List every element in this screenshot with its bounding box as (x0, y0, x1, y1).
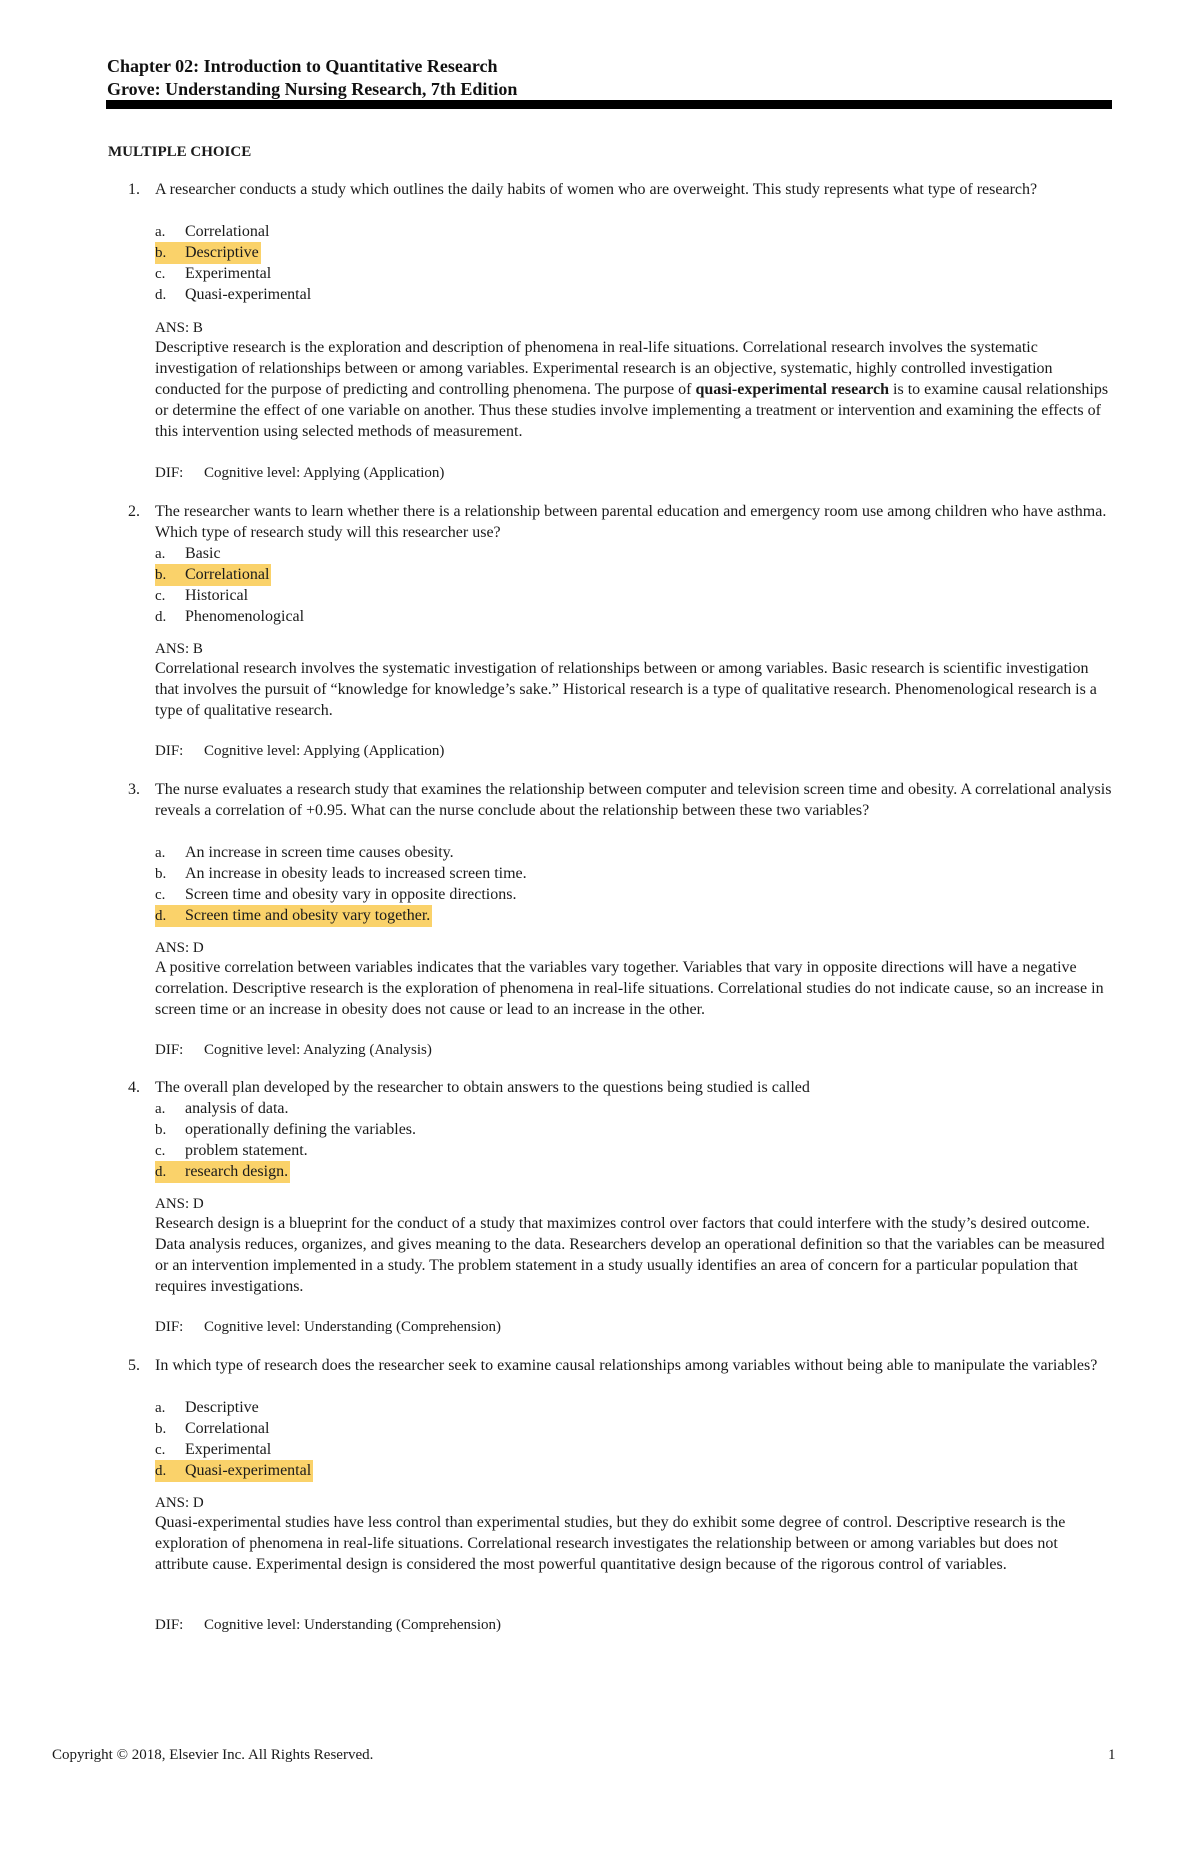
option-d-correct (155, 905, 432, 927)
option-a (155, 221, 269, 243)
rationale: A positive correlation between variables indicates that the variables vary together. Variables that vary in opposite directions will have a negative correlation. Descriptive research is the exploration of phenomena in real-life situations. Correlational studies do not indicate cause, so an increase in screen time or an increase in obesity does not cause or lead to an increase in the other. (155, 959, 1104, 1018)
difficulty (155, 1615, 501, 1635)
option-a (155, 1397, 259, 1419)
option-letter: a. (155, 845, 166, 861)
option-letter: d. (155, 287, 167, 303)
question-stem: The researcher wants to learn whether there is a relationship between parental education and emergency room use among children who have asthma. Which type of research study will this researcher use? (155, 503, 1107, 541)
option-letter: c. (155, 588, 166, 604)
option-letter: b. (155, 866, 167, 882)
question-stem: The nurse evaluates a research study that examines the relationship between computer and television screen time and obesity. A correlational analysis reveals a correlation of +0.95. What can the nurse conclude about the relationship between these two variables? (155, 781, 1112, 819)
option-d-correct (155, 1161, 290, 1183)
option-text: operationally defining the variables. (185, 1121, 417, 1138)
book-title: Grove: Understanding Nursing Research, 7th Edition (107, 79, 518, 99)
option-letter: a. (155, 1101, 166, 1117)
question-stem: In which type of research does the researcher seek to examine causal relationships among variables without being able to manipulate the variables? (155, 1357, 1098, 1374)
header-rule (106, 100, 1112, 109)
difficulty (155, 741, 444, 761)
option-letter: a. (155, 224, 166, 240)
answer-key: ANS: B (155, 320, 203, 336)
option-a (155, 842, 454, 864)
option-c (155, 884, 516, 906)
option-letter: c. (155, 1143, 166, 1159)
dif-label: DIF: (155, 465, 184, 481)
question-number: 5. (128, 1357, 140, 1374)
option-d (155, 284, 311, 306)
option-b-correct (155, 242, 261, 264)
question-stem: The overall plan developed by the researcher to obtain answers to the questions being studied is called (155, 1079, 810, 1096)
option-text: Quasi-experimental (185, 286, 312, 303)
option-text: An increase in screen time causes obesity. (185, 844, 454, 861)
option-text: Basic (185, 545, 221, 562)
dif-text: Cognitive level: Applying (Application) (204, 465, 445, 481)
option-text: Screen time and obesity vary in opposite directions. (185, 886, 517, 903)
option-text: analysis of data. (185, 1100, 289, 1117)
option-letter: b. (155, 1122, 167, 1138)
dif-label: DIF: (155, 743, 184, 759)
difficulty (155, 1317, 501, 1337)
page-number: 1 (1108, 1747, 1116, 1763)
option-letter: b. (155, 1421, 167, 1437)
option-b (155, 1119, 416, 1141)
option-letter: b. (155, 567, 167, 583)
option-text: An increase in obesity leads to increased screen time. (185, 865, 527, 882)
question-number: 3. (128, 781, 140, 798)
difficulty (155, 463, 444, 483)
option-d-correct (155, 1460, 313, 1482)
option-letter: c. (155, 887, 166, 903)
question-stem: A researcher conducts a study which outlines the daily habits of women who are overweight. This study represents what type of research? (155, 181, 1038, 198)
copyright-notice: Copyright © 2018, Elsevier Inc. All Rights Reserved. (52, 1747, 374, 1763)
dif-label: DIF: (155, 1617, 184, 1633)
option-letter: a. (155, 1400, 166, 1416)
dif-text: Cognitive level: Applying (Application) (204, 743, 445, 759)
option-c (155, 1439, 271, 1461)
option-text: Phenomenological (185, 608, 305, 625)
rationale: Quasi-experimental studies have less control than experimental studies, but they do exhibit some degree of control. Descriptive research is the exploration of phenomena in real-life situations. Correlational research investigates the relationship between or among variables but does not attribute cause. Experimental design is considered the most powerful quantitative design because of the rigorous control of variables. (155, 1514, 1066, 1573)
difficulty (155, 1040, 432, 1060)
option-text: Historical (185, 587, 249, 604)
option-text: Descriptive (185, 244, 259, 261)
option-text: Descriptive (185, 1399, 259, 1416)
option-a (155, 1098, 289, 1120)
answer-key: ANS: D (155, 1196, 204, 1212)
section-heading: MULTIPLE CHOICE (108, 144, 252, 160)
option-b (155, 1418, 269, 1440)
option-letter: c. (155, 266, 166, 282)
rationale-text: is to examine causal relationships or determine the effect of one variable on another. Thus these studies involve implementing a treatment or intervention and examining the effects of this intervention using selected methods of measurement. (155, 381, 1109, 440)
rationale-text: Descriptive research is the exploration and description of phenomena in real-life situations. Correlational research involves the systematic investigation of relationships between or among variables. Experimental research is an objective, systematic, highly controlled investigation conducted for the purpose of predicting and controlling phenomena. The purpose of (155, 339, 1053, 398)
option-text: Screen time and obesity vary together. (185, 907, 431, 924)
answer-key: ANS: B (155, 641, 203, 657)
question-number: 2. (128, 503, 140, 520)
dif-text: Cognitive level: Understanding (Comprehension) (204, 1617, 502, 1633)
rationale-bold-term: quasi-experimental research (695, 381, 890, 398)
dif-text: Cognitive level: Understanding (Comprehension) (204, 1319, 502, 1335)
question-number: 1. (128, 181, 140, 198)
option-letter: d. (155, 1463, 167, 1479)
option-text: Correlational (185, 566, 270, 583)
option-letter: d. (155, 1164, 167, 1180)
dif-label: DIF: (155, 1042, 184, 1058)
answer-key: ANS: D (155, 1495, 204, 1511)
option-letter: a. (155, 546, 166, 562)
option-letter: d. (155, 908, 167, 924)
rationale: Correlational research involves the systematic investigation of relationships between or among variables. Basic research is scientific investigation that involves the pursuit of “knowledge for knowledge’s sake.” Historical research is a type of qualitative research. Phenomenological research is a type of qualitative research. (155, 660, 1097, 719)
question-number: 4. (128, 1079, 140, 1096)
option-b-correct (155, 564, 271, 586)
option-d (155, 606, 304, 628)
option-letter: c. (155, 1442, 166, 1458)
answer-key: ANS: D (155, 940, 204, 956)
option-text: Quasi-experimental (185, 1462, 312, 1479)
option-a (155, 543, 221, 565)
option-text: problem statement. (185, 1142, 308, 1159)
option-text: Experimental (185, 265, 272, 282)
option-text: Correlational (185, 1420, 270, 1437)
rationale (155, 337, 1113, 442)
dif-label: DIF: (155, 1319, 184, 1335)
option-letter: b. (155, 245, 167, 261)
chapter-title: Chapter 02: Introduction to Quantitative Research (107, 56, 498, 76)
option-c (155, 585, 248, 607)
rationale: Research design is a blueprint for the conduct of a study that maximizes control over factors that could interfere with the study’s desired outcome. Data analysis reduces, organizes, and gives meaning to the data. Researchers develop an operational definition so that the variables can be measured or an intervention implemented in a study. The problem statement in a study usually identifies an area of concern for a particular population that requires investigations. (155, 1215, 1105, 1295)
option-text: research design. (185, 1163, 289, 1180)
option-c (155, 1140, 308, 1162)
option-b (155, 863, 527, 885)
option-text: Experimental (185, 1441, 272, 1458)
dif-text: Cognitive level: Analyzing (Analysis) (204, 1042, 432, 1058)
option-c (155, 263, 271, 285)
option-letter: d. (155, 609, 167, 625)
option-text: Correlational (185, 223, 270, 240)
